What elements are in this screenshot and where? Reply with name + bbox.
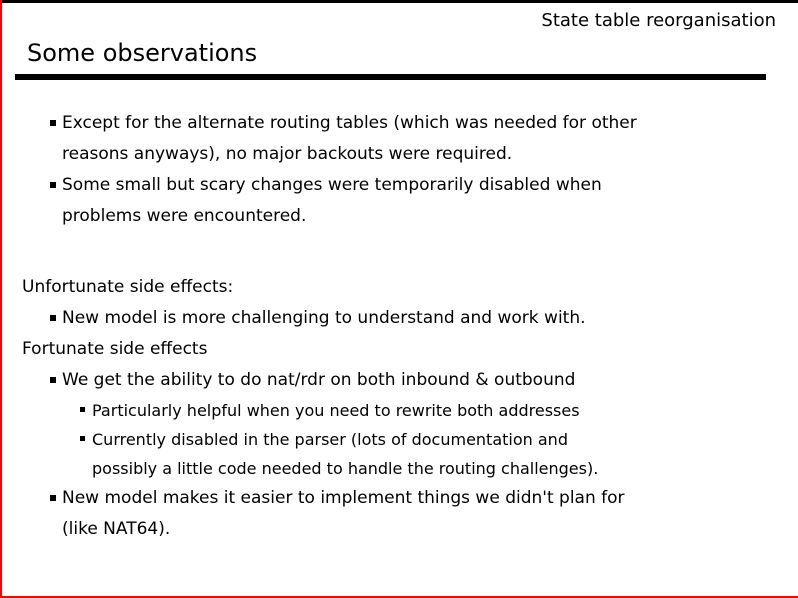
sub-bullet-item-text: Currently disabled in the parser (lots of documentation and possibly a little code needed to handle the routing challenges). [92,430,599,478]
bullet-icon [50,120,56,126]
bullet-item [22,108,662,170]
left-border-line [0,0,2,598]
bullet-item-text: New model is more challenging to understand and work with. [62,308,586,328]
sub-bullet-item-text: Particularly helpful when you need to rewrite both addresses [92,401,580,420]
bullet-item [22,303,770,334]
slide-body [22,108,770,545]
bullet-item-text: We get the ability to do nat/rdr on both inbound & outbound [62,370,576,390]
section-label-text: Unfortunate side effects: [22,277,234,297]
section-label [22,334,770,365]
bullet-icon [50,315,56,321]
top-border-line [0,0,798,3]
section-label [22,272,770,303]
presentation-title: State table reorganisation [541,10,776,31]
bullet-icon [80,436,85,441]
title-underline-rule [15,74,766,80]
bullet-item [22,170,622,232]
bullet-item-text: Except for the alternate routing tables (which was needed for other reasons anyways), no major backouts were required. [62,113,637,164]
bullet-item-text: Some small but scary changes were temporarily disabled when problems were encountered. [62,175,602,226]
bullet-item [22,365,770,396]
bullet-item-text: New model makes it easier to implement things we didn't plan for (like NAT64). [62,488,625,539]
slide-title: Some observations [27,39,258,67]
bullet-icon [50,377,56,383]
bullet-icon [50,182,56,188]
sub-bullet-item [22,425,607,483]
bullet-icon [80,407,85,412]
bullet-icon [50,495,56,501]
bullet-item [22,483,637,545]
section-label-text: Fortunate side effects [22,339,208,359]
sub-bullet-item [22,396,770,425]
